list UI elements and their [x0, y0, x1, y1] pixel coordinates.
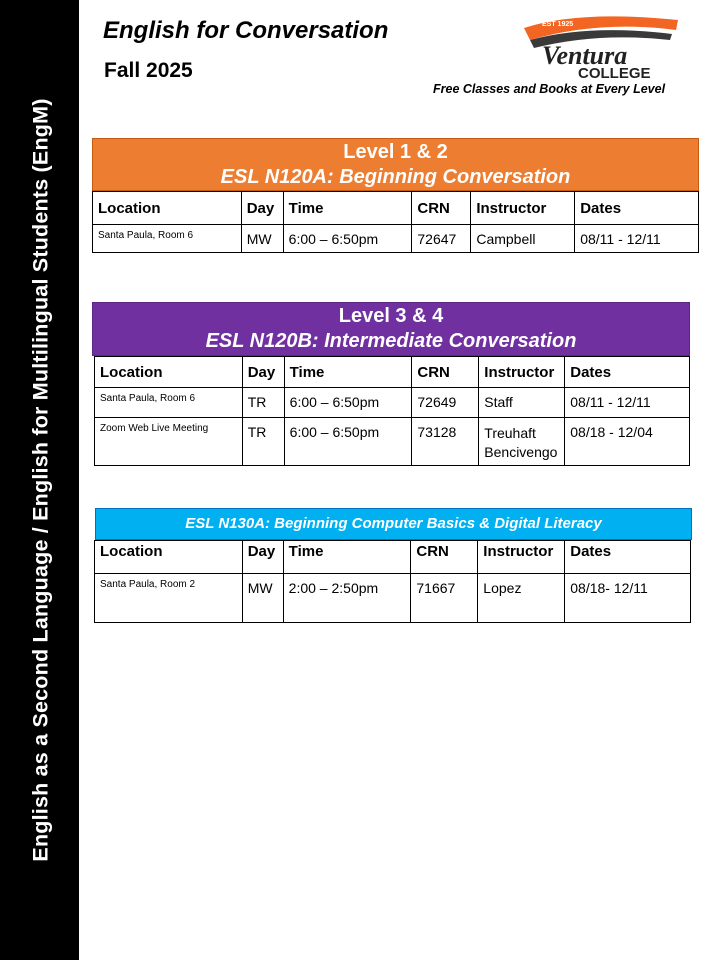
- side-label: English as a Second Language / English for Multilingual Students (EngM): [28, 98, 53, 862]
- schedule-table-130a: [94, 540, 691, 623]
- col-crn: CRN: [412, 357, 479, 388]
- cell-day: MW: [241, 225, 283, 253]
- section-course: ESL N120A: Beginning Conversation: [220, 166, 571, 188]
- table-header-row: [95, 541, 691, 574]
- cell-crn: 72649: [412, 388, 479, 418]
- col-instructor: Instructor: [479, 357, 565, 388]
- table-row: [93, 225, 699, 253]
- cell-dates: 08/18 - 12/04: [565, 418, 690, 466]
- col-time: Time: [283, 541, 411, 574]
- page-title: English for Conversation: [103, 17, 389, 44]
- term-label: Fall 2025: [104, 59, 193, 82]
- cell-instructor: Treuhaft Bencivengo: [479, 418, 565, 466]
- logo-est-text: EST 1925: [542, 21, 574, 28]
- section-level: Level 1 & 2: [343, 141, 448, 163]
- section-course: ESL N130A: Beginning Computer Basics & Digital Literacy: [185, 515, 602, 532]
- schedule-table-120a: [92, 191, 699, 253]
- table-header-row: [95, 357, 690, 388]
- cell-dates: 08/11 - 12/11: [575, 225, 699, 253]
- col-instructor: Instructor: [471, 192, 575, 225]
- cell-instructor: Campbell: [471, 225, 575, 253]
- cell-instructor: Lopez: [478, 574, 565, 623]
- col-time: Time: [284, 357, 412, 388]
- section-banner-level-1-2: [92, 138, 699, 191]
- section-banner-130a: [95, 508, 692, 540]
- table-header-row: [93, 192, 699, 225]
- col-crn: CRN: [411, 541, 478, 574]
- cell-crn: 73128: [412, 418, 479, 466]
- section-banner-level-3-4: [92, 302, 690, 356]
- logo-sub-text: COLLEGE: [578, 65, 651, 82]
- col-day: Day: [241, 192, 283, 225]
- section-course: ESL N120B: Intermediate Conversation: [205, 330, 577, 352]
- col-dates: Dates: [575, 192, 699, 225]
- col-dates: Dates: [565, 357, 690, 388]
- table-row: [95, 574, 691, 623]
- cell-time: 6:00 – 6:50pm: [284, 388, 412, 418]
- table-row: [95, 388, 690, 418]
- cell-location: Zoom Web Live Meeting: [95, 418, 243, 466]
- cell-time: 2:00 – 2:50pm: [283, 574, 411, 623]
- cell-location: Santa Paula, Room 2: [95, 574, 243, 623]
- section-level: Level 3 & 4: [338, 305, 444, 327]
- cell-crn: 71667: [411, 574, 478, 623]
- table-row: [95, 418, 690, 466]
- cell-crn: 72647: [412, 225, 471, 253]
- col-location: Location: [93, 192, 242, 225]
- col-time: Time: [283, 192, 412, 225]
- cell-day: TR: [242, 418, 284, 466]
- col-day: Day: [242, 541, 283, 574]
- col-location: Location: [95, 357, 243, 388]
- logo-name-text: Ventura: [542, 41, 628, 70]
- col-location: Location: [95, 541, 243, 574]
- cell-day: TR: [242, 388, 284, 418]
- col-day: Day: [242, 357, 284, 388]
- cell-dates: 08/11 - 12/11: [565, 388, 690, 418]
- cell-dates: 08/18- 12/11: [565, 574, 691, 623]
- college-logo: [520, 14, 680, 84]
- cell-time: 6:00 – 6:50pm: [283, 225, 412, 253]
- cell-day: MW: [242, 574, 283, 623]
- tagline: Free Classes and Books at Every Level: [433, 82, 666, 96]
- cell-location: Santa Paula, Room 6: [95, 388, 243, 418]
- cell-time: 6:00 – 6:50pm: [284, 418, 412, 466]
- cell-instructor: Staff: [479, 388, 565, 418]
- cell-location: Santa Paula, Room 6: [93, 225, 242, 253]
- col-dates: Dates: [565, 541, 691, 574]
- col-crn: CRN: [412, 192, 471, 225]
- side-bar: [0, 0, 79, 960]
- col-instructor: Instructor: [478, 541, 565, 574]
- schedule-table-120b: [94, 356, 690, 466]
